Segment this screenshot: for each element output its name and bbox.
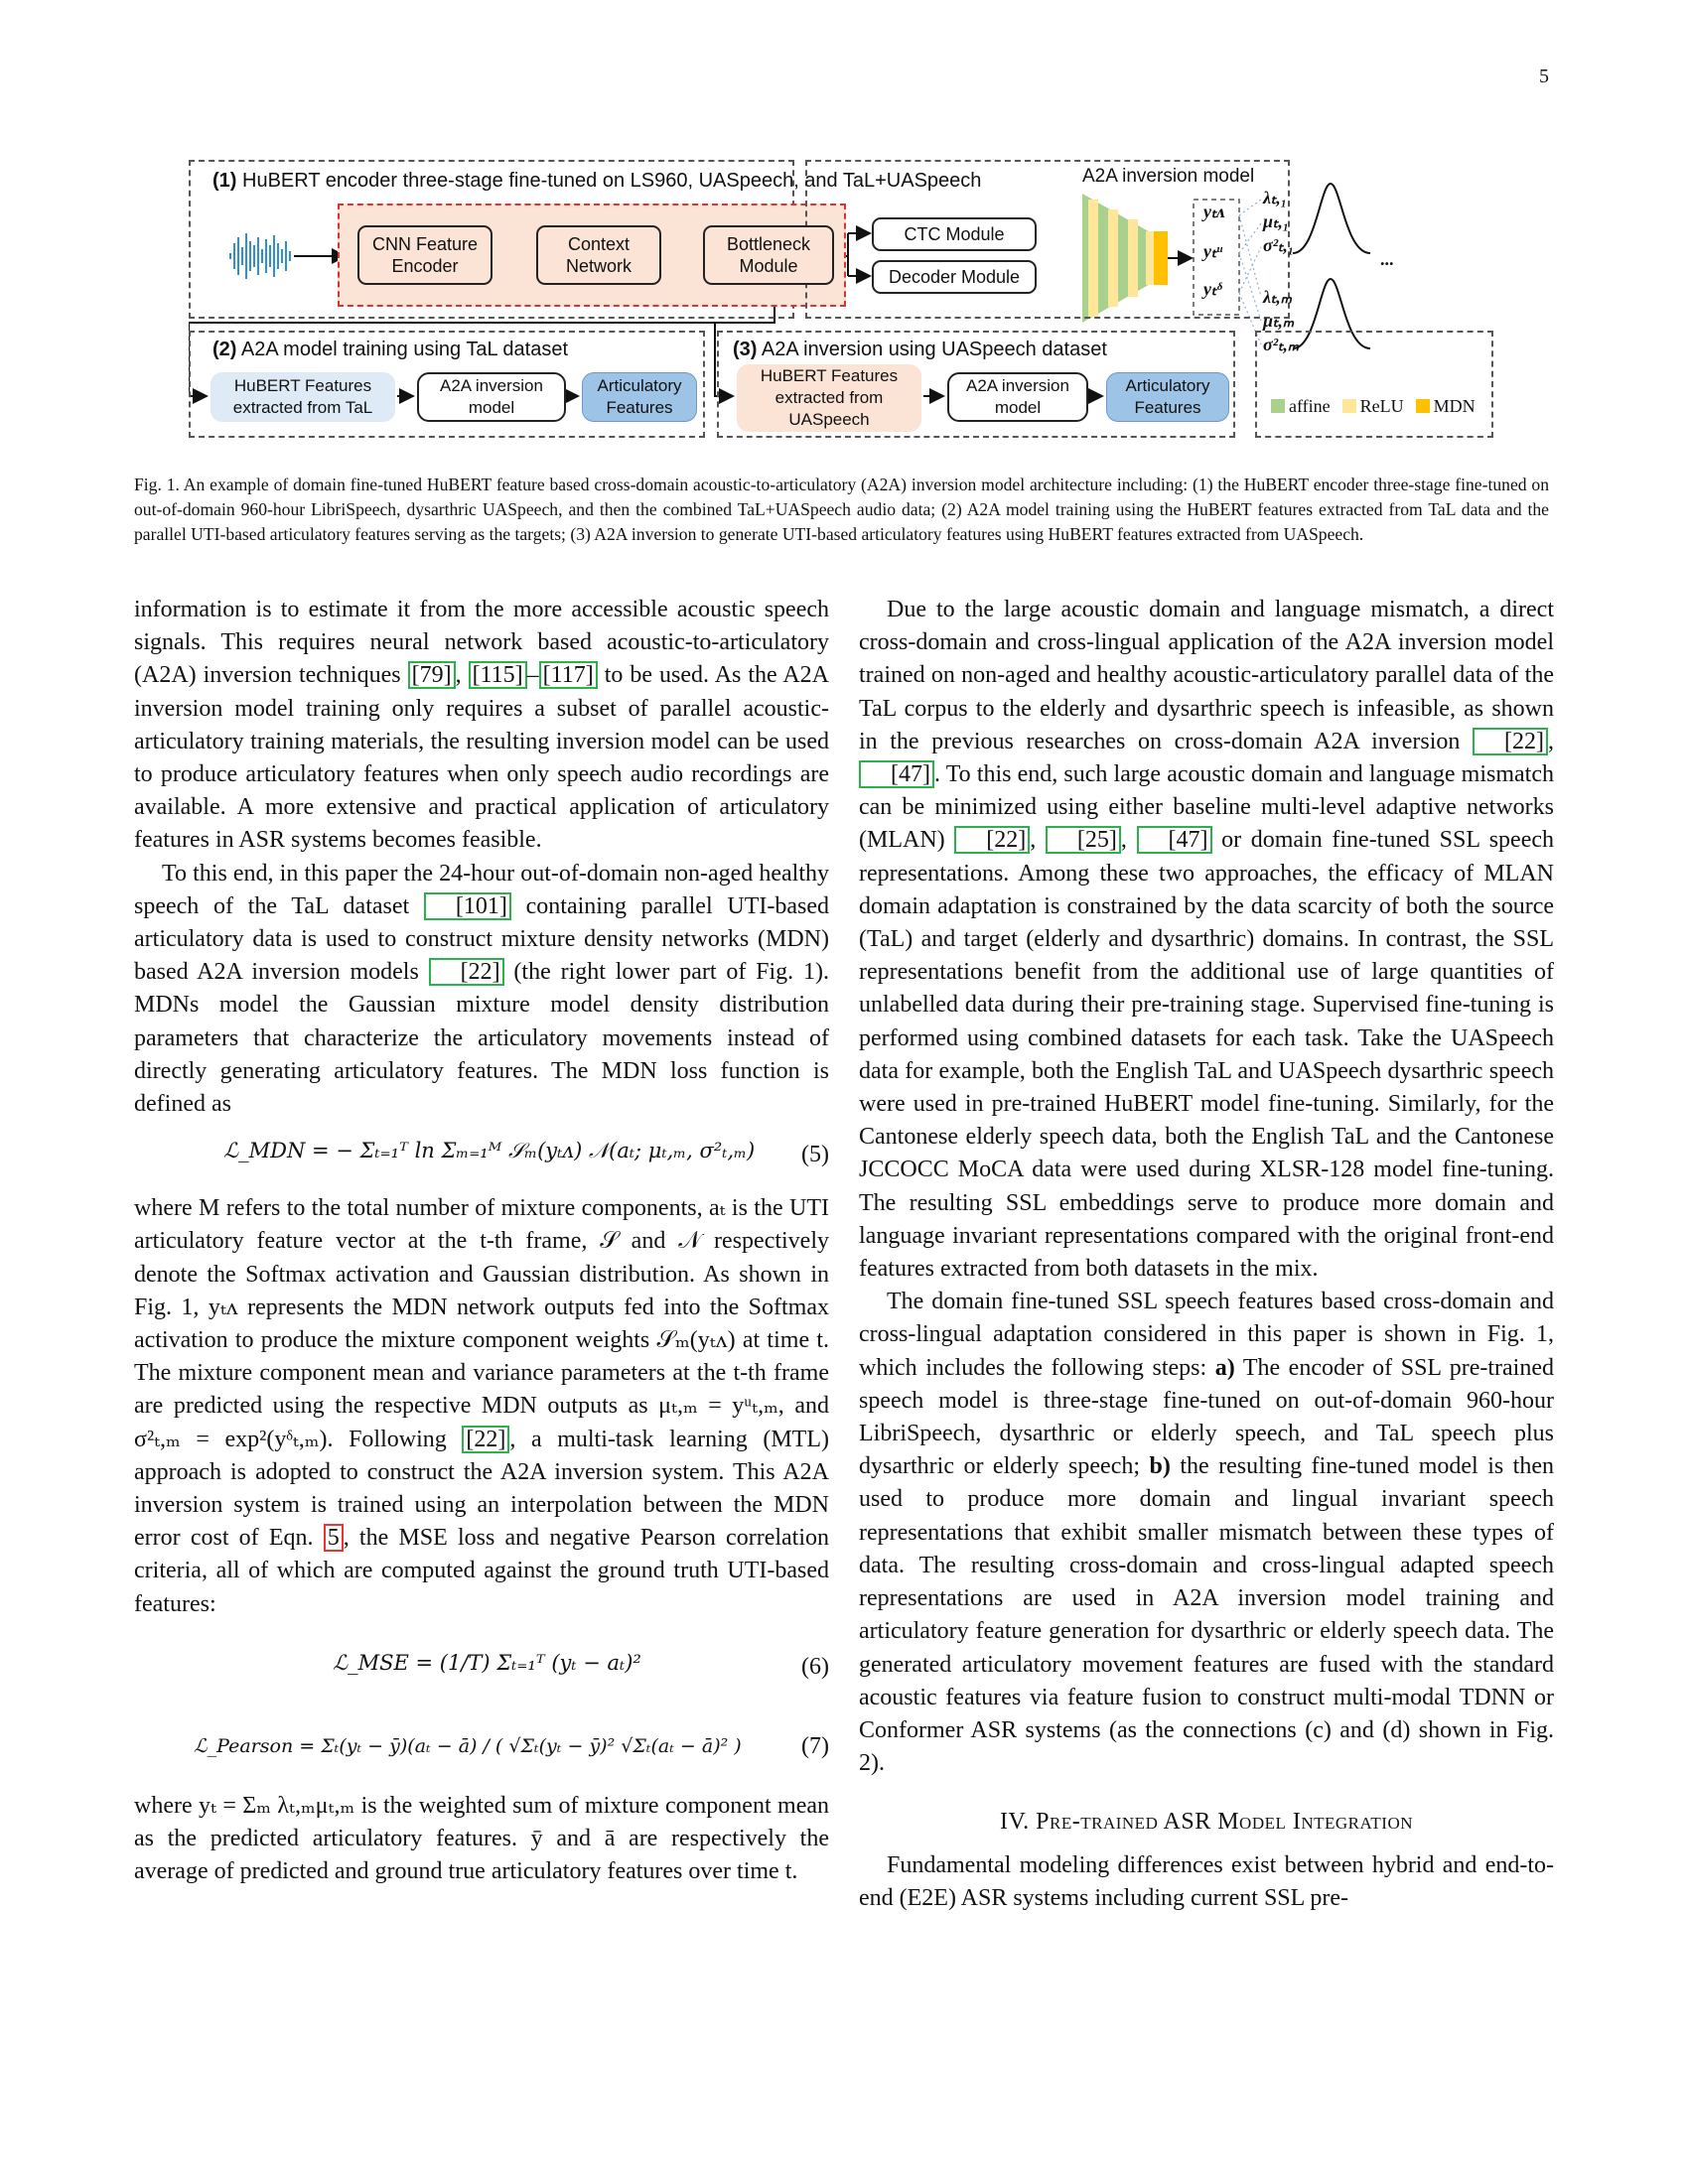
citation-link[interactable]: [79] [408,661,456,689]
param-lambda-1: λₜ,₁ [1263,188,1288,207]
figure-caption: Fig. 1. An example of domain fine-tuned HuBERT feature based cross-domain acoustic-to-articulatory (A2A) inversion model architecture including: (1) the HuBERT encoder three-stage fine-tuned on out-of-domain 960-hour LibriSpeech, dysarthric UASpeech, and then the combined TaL+UASpeech audio data; (2) A2A model training using the HuBERT features extracted from TaL data and the parallel UTI-based articulatory features serving as the targets; (3) A2A inversion to generate UTI-based articulatory features using HuBERT features extracted from UASpeech. [134,475,1549,544]
citation-link[interactable]: [22] [954,826,1030,854]
figure-1 [189,154,1499,452]
context-network-module: Context Network [536,225,661,285]
citation-link[interactable]: [47] [859,760,934,788]
legend-relu: ReLU [1342,396,1404,417]
param-sigma-1: σ²ₜ,₁ [1263,235,1295,255]
param-lambda-m: λₜ,ₘ [1263,287,1293,307]
citation-link[interactable]: [22] [462,1426,509,1453]
citation-link[interactable]: [25] [1046,826,1121,854]
stage2-input: HuBERT Features extracted from TaL [211,372,395,422]
paragraph: Fundamental modeling differences exist between hybrid and end-to-end (E2E) ASR systems including current SSL pre- [859,1851,1554,1911]
equation-7: ℒ_Pearson = Σₜ(yₜ − ȳ)(aₜ − ā) / ( √Σₜ(yₜ − ȳ)² √Σₜ(aₜ − ā)² ) (7) [194,1732,829,1759]
equation-6: ℒ_MSE = (1/T) Σₜ₌₁ᵀ (yₜ − aₜ)² (6) [333,1650,829,1680]
param-sigma-m: σ²ₜ,ₘ [1263,335,1300,354]
paragraph: where yₜ = Σₘ λₜ,ₘμₜ,ₘ is the weighted sum of mixture component mean as the predicted articulatory features. ȳ and ā are respectively the average of predicted and ground true articulatory features over time t. [134,1792,829,1885]
right-column [859,594,1554,1915]
stage3-title: (3) A2A inversion using UASpeech dataset [733,339,1107,360]
ellipsis: ... [1380,249,1394,269]
a2a-model-title: A2A inversion model [1082,166,1255,187]
stage3-model: A2A inversion model [947,372,1088,422]
bottleneck-module: Bottleneck Module [703,225,834,285]
param-mu-m: μₜ,ₘ [1263,311,1295,331]
stage1-title: (1) HuBERT encoder three-stage fine-tuned on LS960, UASpeech, and TaL+UASpeech [212,170,982,192]
param-mu-1: μₜ,₁ [1263,211,1290,231]
output-lambda: yₜᴧ [1203,202,1224,221]
stage3-input: HuBERT Features extracted from UASpeech [737,364,921,432]
stage2-output: Articulatory Features [582,372,697,422]
stage2-model: A2A inversion model [417,372,566,422]
output-mu: yₜᵘ [1203,241,1222,261]
legend-affine: affine [1271,396,1331,417]
stage3-output: Articulatory Features [1106,372,1229,422]
stage2-title: (2) A2A model training using TaL dataset [212,339,569,360]
page-number: 5 [1539,66,1549,87]
ctc-module: CTC Module [872,217,1037,251]
paragraph: The domain fine-tuned SSL speech features based cross-domain and cross-lingual adaptation considered in this paper is shown in Fig. 1, which includes the following steps: a) The encoder of SSL pre-trained speech model is three-stage fine-tuned on out-of-domain 960-hour LibriSpeech, dysarthric or elderly speech, and TaL speech plus dysarthric or elderly speech; b) the resulting fine-tuned model is then used to produce more domain and lingual invariant speech representations that exhibit smaller mismatch between these types of data. The resulting cross-domain and cross-lingual adapted speech representations are used in A2A inversion model training and articulatory feature generation for dysarthric or elderly speech data. The generated articulatory movement features are fused with the standard acoustic features via feature fusion to construct multi-modal TDNN or Conformer ASR systems (as the connections (c) and (d) shown in Fig. 2). [859,1289,1555,1777]
left-column [134,594,829,1889]
decoder-module: Decoder Module [872,260,1037,294]
paragraph: To this end, in this paper the 24-hour out-of-domain non-aged healthy speech of the TaL dataset [101] containing parallel UTI-based articulatory data is used to construct mixture density networks (MDN) based A2A inversion models [22] (the right lower part of Fig. 1). MDNs model the Gaussian mixture model density distribution parameters that characterize the articulatory movements instead of directly generating articulatory features. The MDN loss function is defined as [134,860,829,1118]
citation-link[interactable]: [115] [469,661,527,689]
citation-link[interactable]: [22] [429,958,504,986]
legend-mdn: MDN [1416,396,1476,417]
citation-link[interactable]: [101] [424,892,511,920]
figure-legend [1271,396,1476,417]
citation-link[interactable]: [117] [539,661,598,689]
citation-link[interactable]: [47] [1137,826,1212,854]
paragraph: where M refers to the total number of mixture components, aₜ is the UTI articulatory feature vector at the t-th frame, 𝒮 and 𝒩 respectively denote the Softmax activation and Gaussian distribution. As shown in Fig. 1, yₜᴧ represents the MDN network outputs fed into the Softmax activation to produce the mixture component weights 𝒮ₘ(yₜᴧ) at time t. The mixture component mean and variance parameters at the t-th frame are predicted using the respective MDN outputs as μₜ,ₘ = yᵘₜ,ₘ, and σ²ₜ,ₘ = exp²(yᵟₜ,ₘ). Following [22] , a multi-task learning (MTL) approach is adopted to construct the A2A inversion system. This A2A inversion system is trained using an interpolation between the MDN error cost of Eqn. 5 , the MSE loss and negative Pearson correlation criteria, all of which are computed against the ground truth UTI-based features: [134,1195,829,1617]
equation-5: ℒ_MDN = − Σₜ₌₁ᵀ ln Σₘ₌₁ᴹ 𝒮ₘ(yₜᴧ) 𝒩(aₜ; μₜ,ₘ, σ²ₜ,ₘ) (5) [223,1139,829,1168]
equation-link[interactable]: 5 [324,1524,344,1552]
citation-link[interactable]: [22] [1473,728,1548,755]
paragraph: information is to estimate it from the more accessible acoustic speech signals. This requires neural network based acoustic-to-articulatory (A2A) inversion techniques [79] , [115] – [117] to be used. As the A2A inversion model training only requires a subset of parallel acoustic-articulatory training materials, the resulting inversion model can be used to produce articulatory features when only speech audio recordings are available. A more extensive and practical application of articulatory features in ASR systems becomes feasible. [134,597,830,854]
paragraph: Due to the large acoustic domain and language mismatch, a direct cross-domain and cross-lingual application of the A2A inversion model trained on non-aged and healthy acoustic-articulatory parallel data of the TaL corpus to the elderly and dysarthric speech is infeasible, as shown in the previous researches on cross-domain A2A inversion [22] , [47] . To this end, such large acoustic domain and language mismatch can be minimized using either baseline multi-level adaptive networks (MLAN) [22] , [25] , [47] or domain fine-tuned SSL speech representations. Among these two approaches, the efficacy of MLAN domain adaptation is constrained by the data scarcity of both the source (TaL) and target (elderly and dysarthric) domains. In contrast, the SSL representations benefit from the additional use of large quantities of unlabelled data during their pre-training stage. Supervised fine-tuning is performed using combined datasets for each task. Take the UASpeech data for example, both the English TaL and UASpeech dysarthric speech were used in pre-trained HuBERT model fine-tuning. Similarly, for the Cantonese elderly speech data, both the English TaL and the Cantonese JCCOCC MoCA data were used during XLSR-128 model fine-tuning. The resulting SSL embeddings serve to produce more domain and language invariant representations compared with the original front-end features extracted from both datasets in the mix. [859,597,1555,1283]
cnn-encoder-module: CNN Feature Encoder [357,225,492,285]
output-sigma: yₜᵟ [1203,279,1222,299]
section-heading: IV. Pre-trained ASR Model Integration [999,1809,1414,1836]
